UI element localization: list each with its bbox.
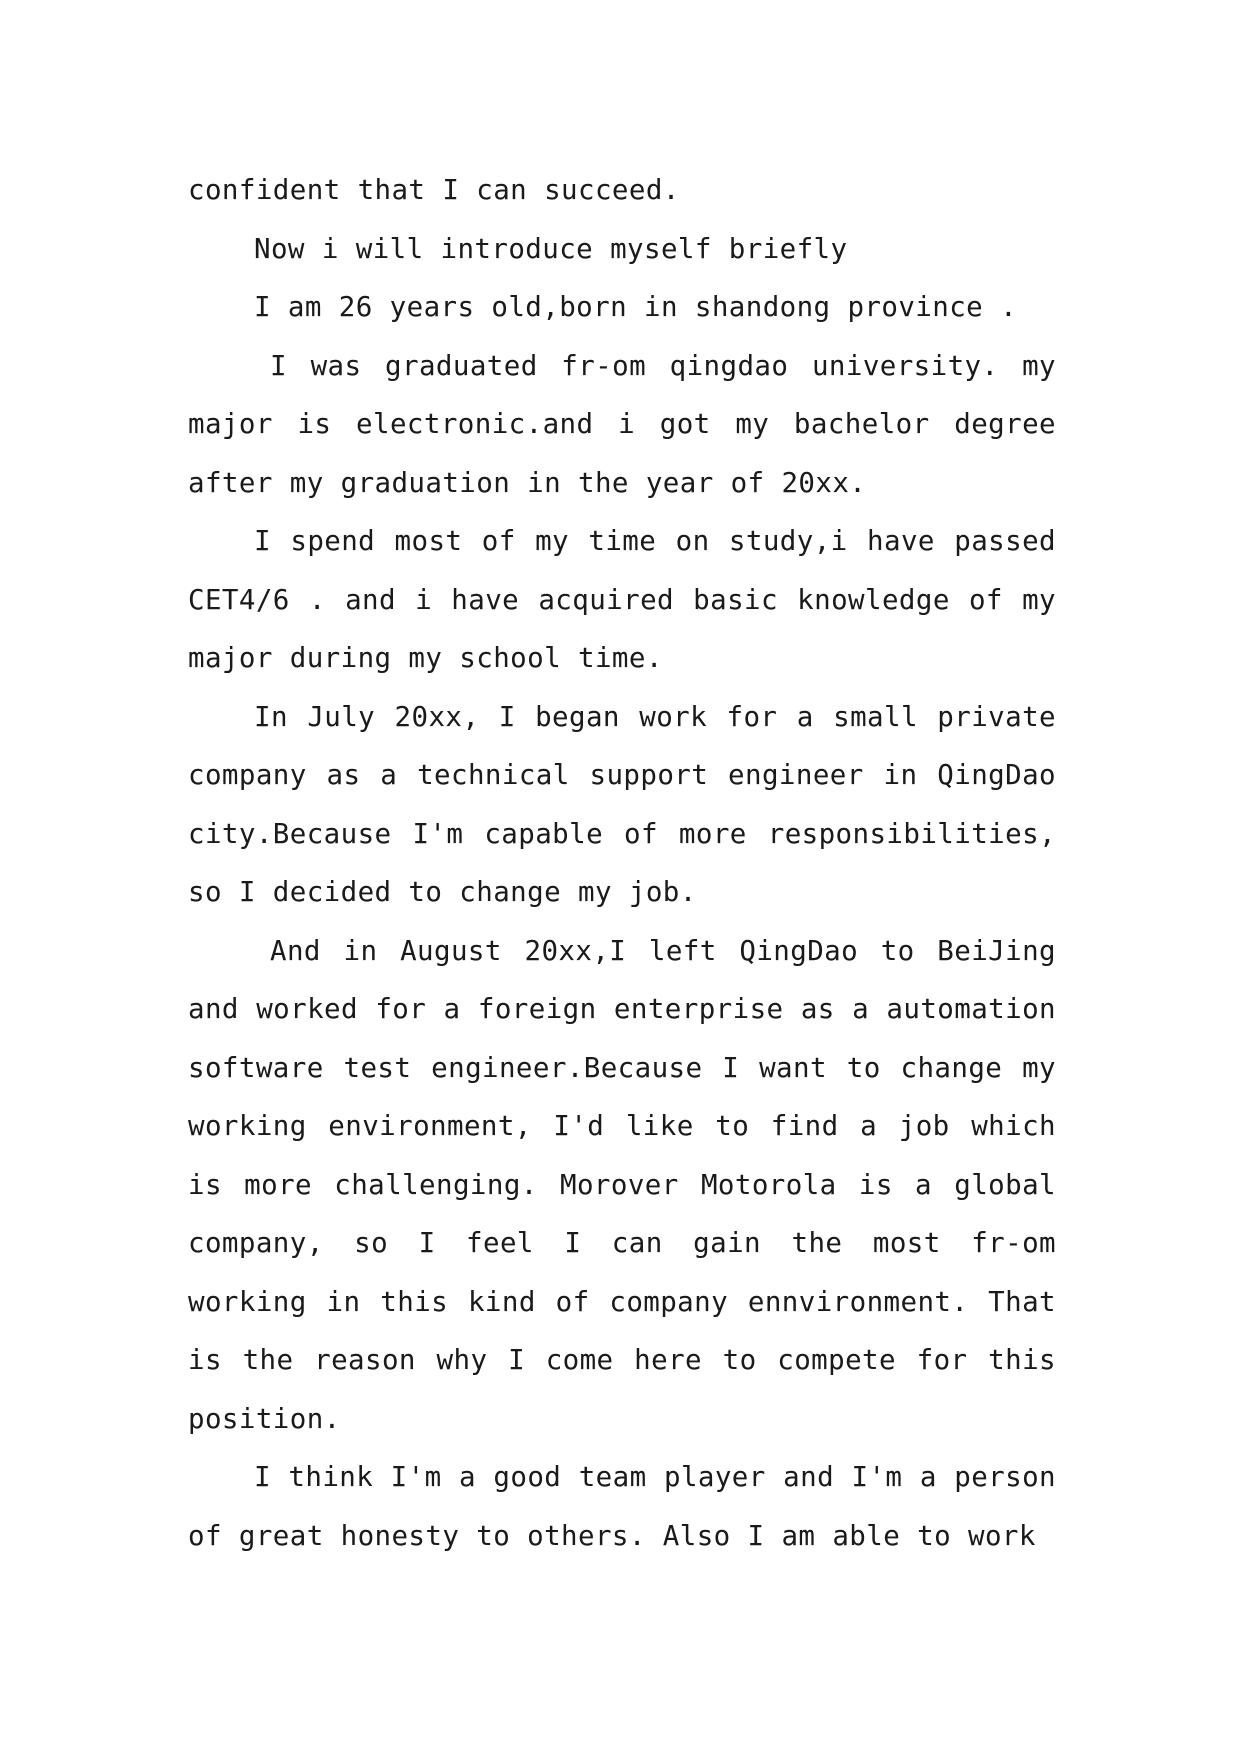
paragraph-continuation: confident that I can succeed. xyxy=(188,174,680,206)
body-text xyxy=(188,161,1056,1565)
paragraph-first-job: In July 20xx, I began work for a small private company as a technical support engineer in QingDao city.Because I'm capable of more responsibilities, so I decided to change my job. xyxy=(188,700,1056,908)
paragraph-education: I was graduated fr-om qingdao university. my major is electronic.and i got my bachelor degree after my graduation in the year of 20xx. xyxy=(188,349,1056,499)
paragraph-personality: I think I'm a good team player and I'm a person of great honesty to others. Also I am able to work xyxy=(188,1461,1056,1552)
paragraph-second-job: And in August 20xx,I left QingDao to BeiJing and worked for a foreign enterprise as a automation software test engineer.Because I want to change my working environment, I'd like to find a job which is more challenging. Morover Motorola is a global company, so I feel I can gain the most fr-om working in this kind of company ennvironment. That is the reason why I come here to compete for this position. xyxy=(188,934,1056,1435)
paragraph-study: I spend most of my time on study,i have passed CET4/6 . and i have acquired basic knowledge of my major during my school time. xyxy=(188,525,1056,674)
paragraph-age: I am 26 years old,born in shandong province . xyxy=(254,291,1018,323)
paragraph-intro: Now i will introduce myself briefly xyxy=(254,232,848,265)
